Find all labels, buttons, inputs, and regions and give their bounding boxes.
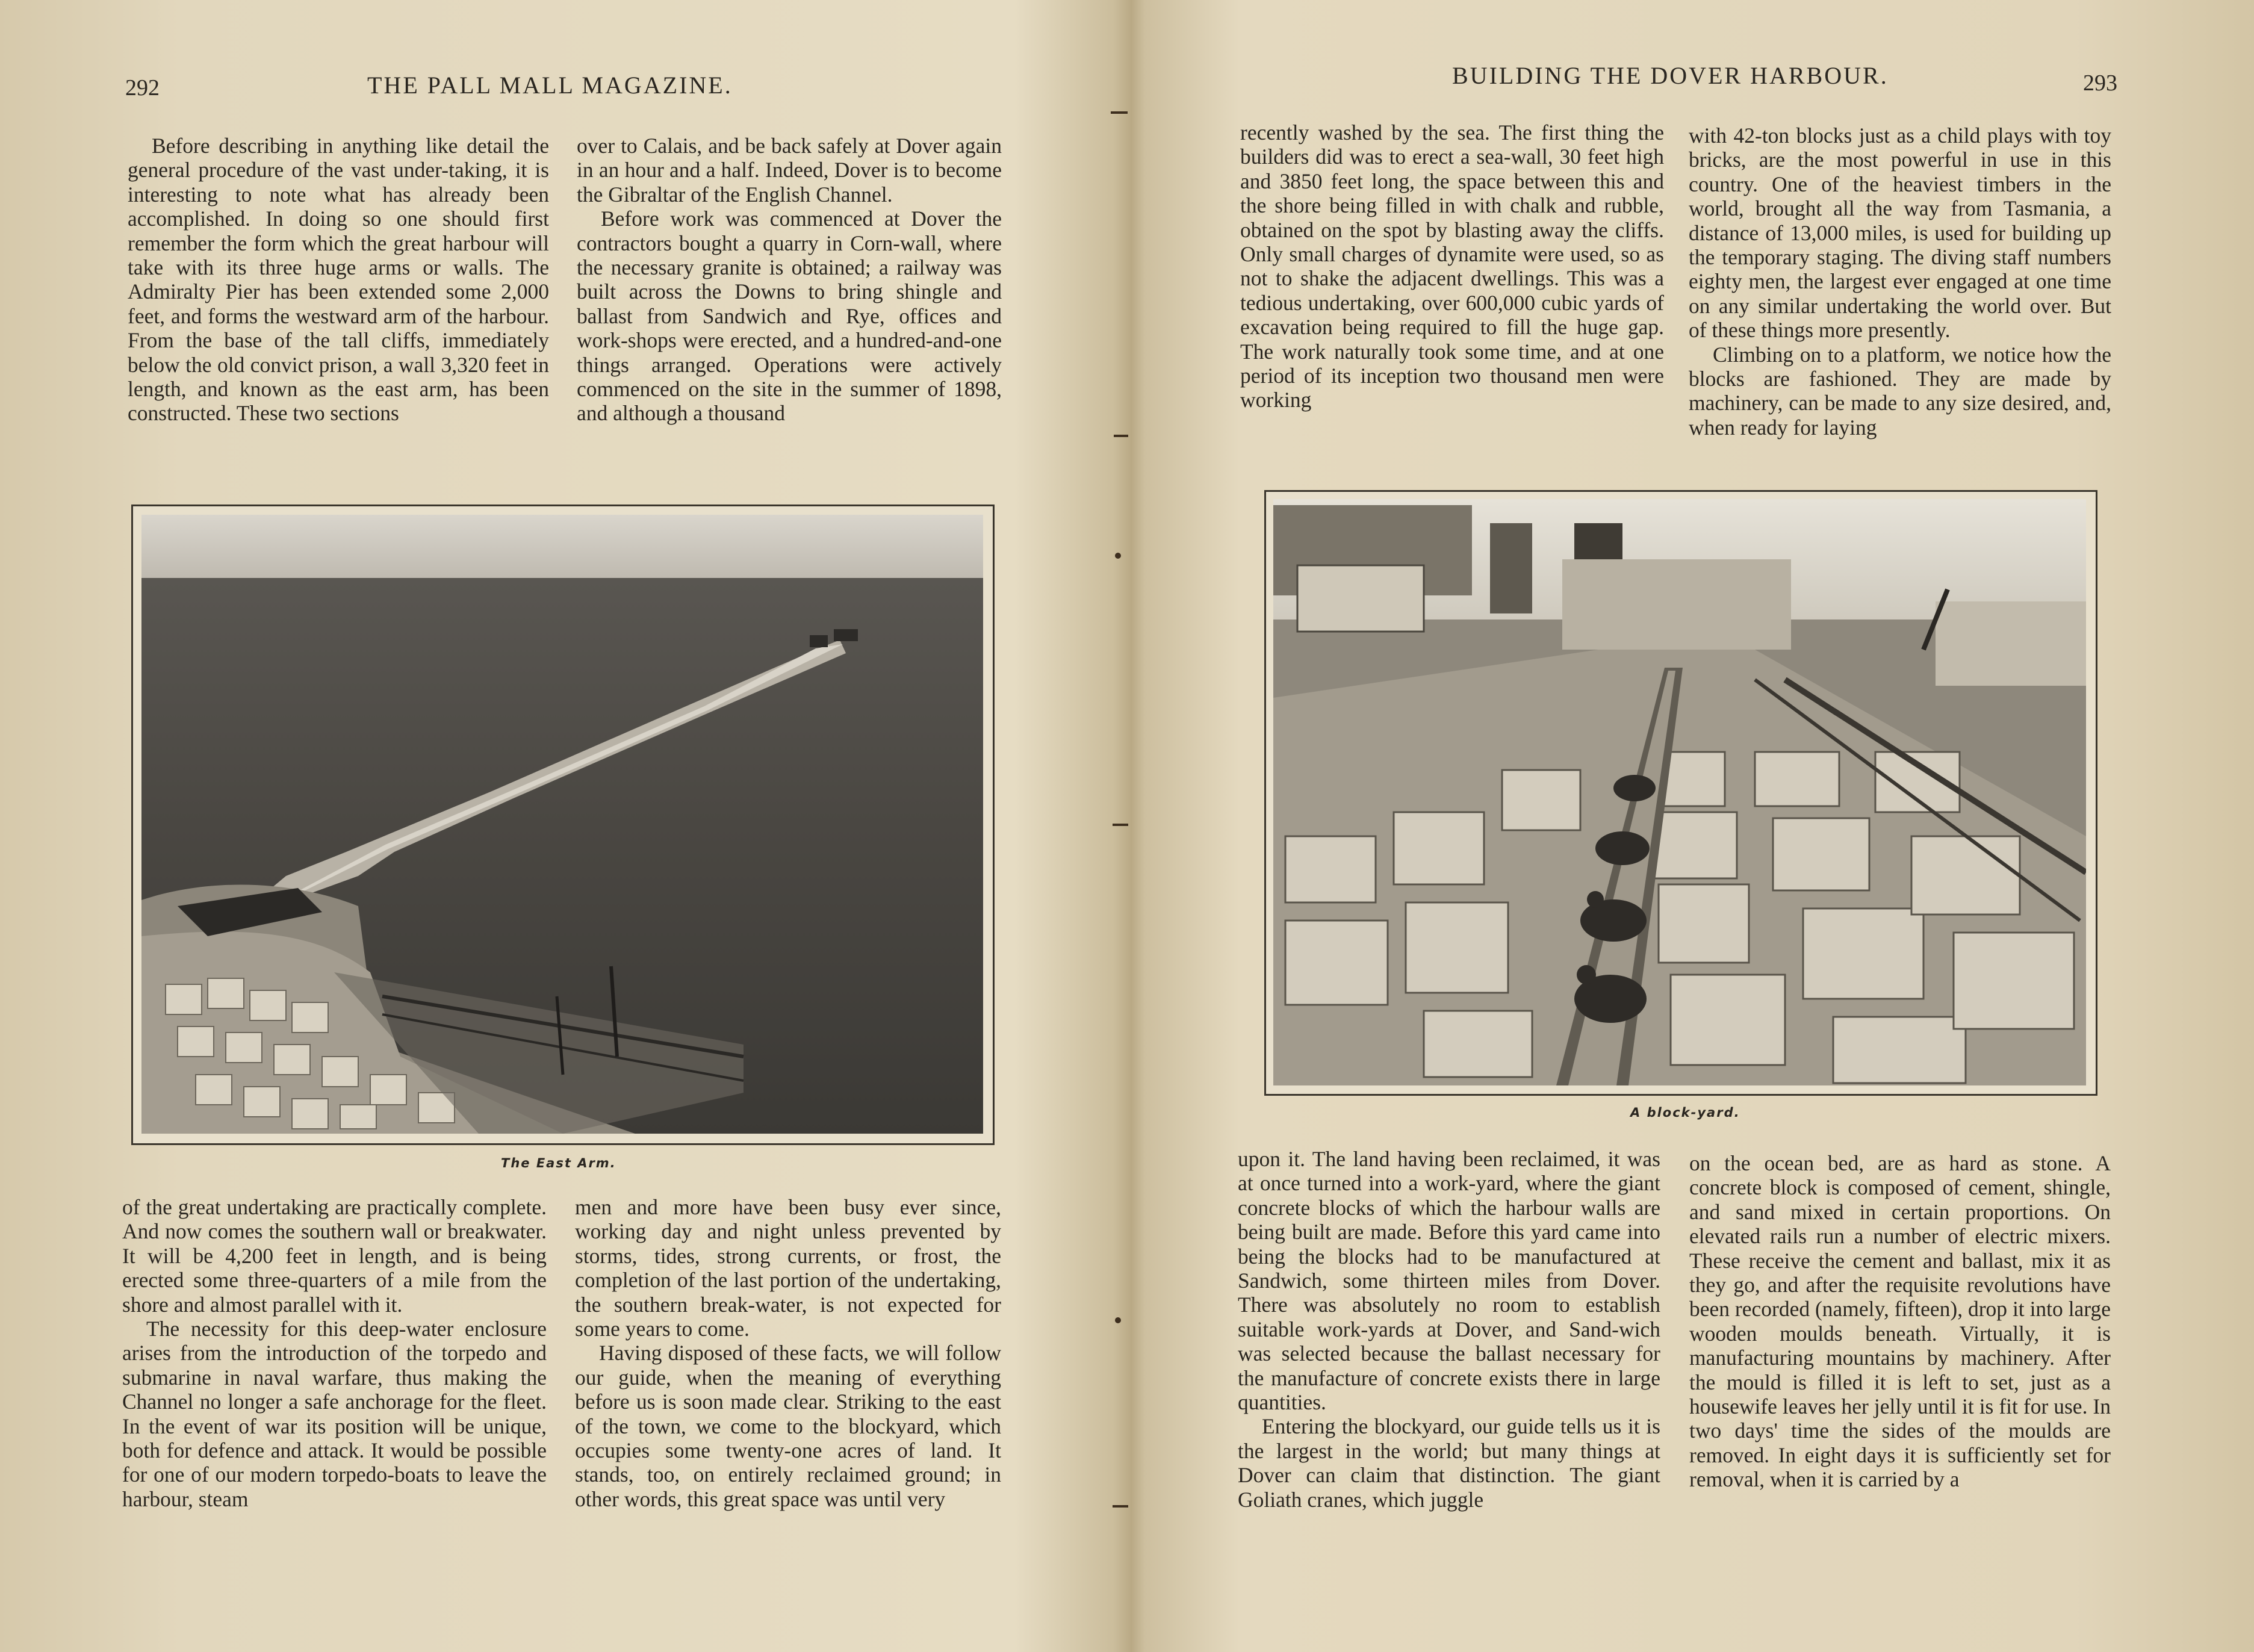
paragraph: upon it. The land having been reclaimed, it was at once turned into a work-yard, where the giant concrete blocks of which the harbour walls are being built are made. Before this yard came into being the blocks had to be manufactured at Sandwich, some thirteen miles from Dover. There was absolutely no room to establish suitable work-yards at Dover, and Sand-wich was selected because the ballast necessary for the manufacture of concrete exists there in large quantities. xyxy=(1238,1147,1660,1415)
paragraph: recently washed by the sea. The first thing the builders did was to erect a sea-wall, 30 feet high and 3850 feet long, the space between this and the shore being filled in with chalk and rubble, obtained on the spot by blasting away the cliffs. Only small charges of dynamite were used, so as not to shake the adjacent dwellings. This was a tedious undertaking, over 600,000 cubic yards of excavation being required to fill the huge gap. The work naturally took some time, and at one period of its inception two thousand men were working xyxy=(1240,120,1664,412)
paragraph: Climbing on to a platform, we notice how the blocks are fashioned. They are made by machinery, can be made to any size desired, and, when ready for laying xyxy=(1689,342,2111,439)
left-page xyxy=(0,0,1120,1652)
right-top-col1 xyxy=(1240,120,1664,412)
left-bottom-col2 xyxy=(575,1195,1001,1511)
left-top-col1 xyxy=(128,134,549,426)
photo-block-yard xyxy=(1264,490,2097,1096)
running-head-left: THE PALL MALL MAGAZINE. xyxy=(367,72,733,99)
paragraph: over to Calais, and be back safely at Dover again in an hour and a half. Indeed, Dover is to become the Gibraltar of the English Channel. xyxy=(577,134,1002,206)
right-bottom-col1 xyxy=(1238,1147,1660,1512)
paragraph: men and more have been busy ever since, working day and night unless prevented by storms, tides, strong currents, or frost, the completion of the last portion of the undertaking, the southern break-water, is not expected for some years to come. xyxy=(575,1195,1001,1341)
left-bottom-col1 xyxy=(122,1195,547,1511)
right-top-col2 xyxy=(1689,123,2111,439)
photo-east-arm xyxy=(131,505,995,1145)
photo-caption-left: The East Arm. xyxy=(501,1156,616,1170)
paragraph: Before describing in anything like detail the general procedure of the vast under-taking, it is interesting to note what has already been accomplished. In doing so one should first remember the form which the great harbour will take with its three huge arms or walls. The Admiralty Pier has been extended some 2,000 feet, and forms the westward arm of the harbour. From the base of the tall cliffs, immediately below the old convict prison, a wall 3,320 feet in length, and known as the east arm, has been constructed. These two sections xyxy=(128,134,549,426)
paragraph: with 42-ton blocks just as a child plays with toy bricks, are the most powerful in use in this country. One of the heaviest timbers in the world, brought all the way from Tasmania, a distance of 13,000 miles, is used for building up the temporary staging. The diving staff numbers eighty men, the largest ever engaged at one time on any similar undertaking the world over. But of these things more presently. xyxy=(1689,123,2111,343)
page-number-right: 293 xyxy=(2083,70,2117,96)
photo-caption-right: A block-yard. xyxy=(1630,1105,1740,1120)
block-yard-image xyxy=(1273,499,2086,1085)
east-arm-image xyxy=(141,515,983,1134)
left-top-col2 xyxy=(577,134,1002,426)
page-number-left: 292 xyxy=(125,75,160,101)
right-bottom-col2 xyxy=(1689,1151,2111,1492)
paragraph: Before work was commenced at Dover the contractors bought a quarry in Corn-wall, where the necessary granite is obtained; a railway was built across the Downs to bring shingle and ballast from Sandwich and Rye, offices and work-shops were erected, and a hundred-and-one things arranged. Operations were actively commenced on the site in the summer of 1898, and although a thousand xyxy=(577,206,1002,426)
paragraph: Having disposed of these facts, we will follow our guide, when the meaning of everything before us is soon made clear. Striking to the east of the town, we come to the blockyard, which occupies some twenty-one acres of land. It stands, too, on entirely reclaimed ground; in other words, this great space was until very xyxy=(575,1341,1001,1511)
paragraph: of the great undertaking are practically complete. And now comes the southern wall or breakwater. It will be 4,200 feet in length, and is being erected some three-quarters of a mile from the shore and almost parallel with it. xyxy=(122,1195,547,1317)
right-page xyxy=(1120,0,2254,1652)
paragraph: The necessity for this deep-water enclosure arises from the introduction of the torpedo and submarine in naval warfare, thus making the Channel no longer a safe anchorage for the fleet. In the event of war its position will be unique, both for defence and attack. It would be possible for one of our modern torpedo-boats to leave the harbour, steam xyxy=(122,1317,547,1511)
paragraph: Entering the blockyard, our guide tells us it is the largest in the world; but many things at Dover can claim that distinction. The giant Goliath cranes, which juggle xyxy=(1238,1414,1660,1512)
running-head-right: BUILDING THE DOVER HARBOUR. xyxy=(1452,62,1889,89)
paragraph: on the ocean bed, are as hard as stone. A concrete block is composed of cement, shingle, and sand mixed in certain proportions. On elevated rails run a number of electric mixers. These receive the cement and ballast, mix it as they go, and after the requisite revolutions have been recorded (namely, fifteen), drop it into large wooden moulds beneath. Virtually, it is manufacturing mountains by machinery. After the mould is filled it is left to set, just as a housewife leaves her jelly until it is fit for use. In two days' time the sides of the moulds are removed. In eight days it is sufficiently set for removal, when it is carried by a xyxy=(1689,1151,2111,1492)
